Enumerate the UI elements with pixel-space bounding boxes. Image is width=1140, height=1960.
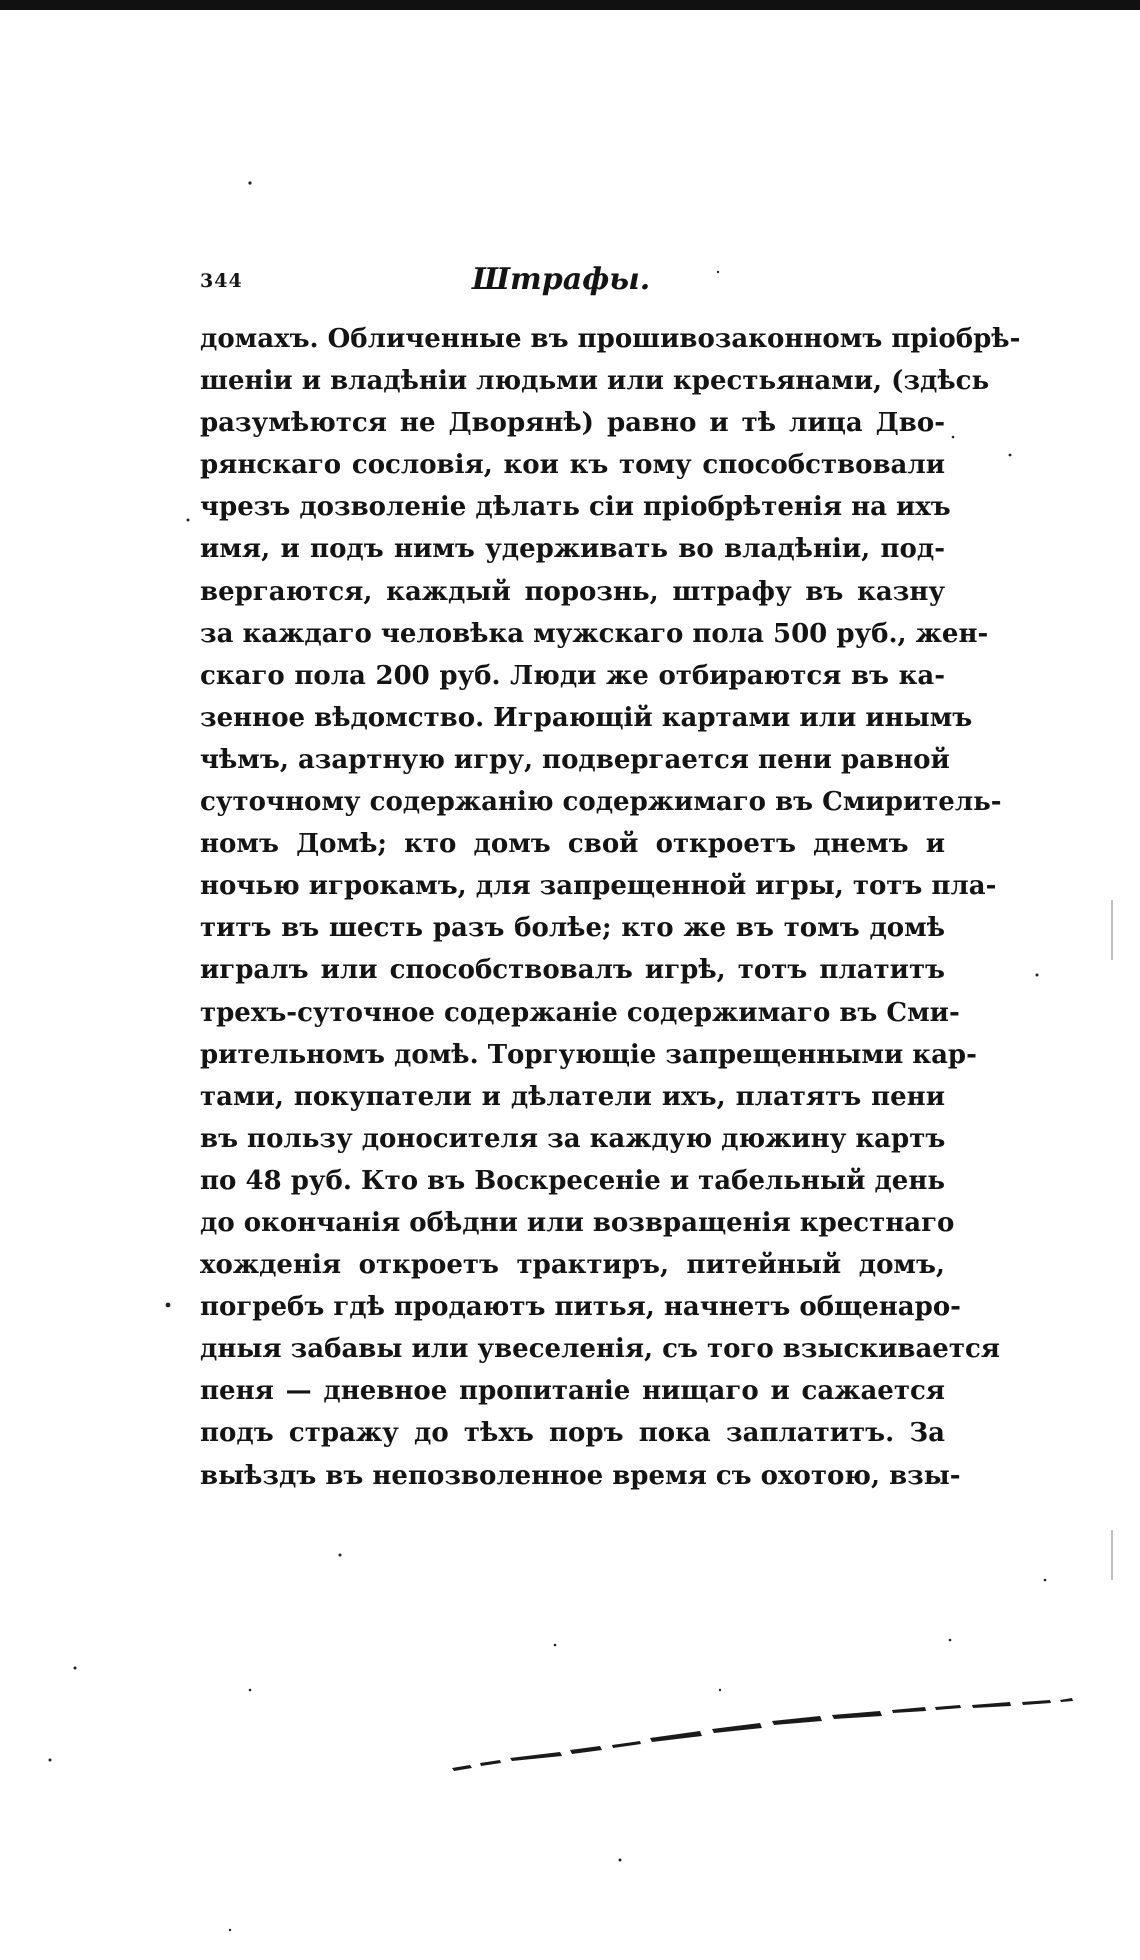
- text-line: подъ стражу до тѣхъ поръ пока заплатитъ. За: [200, 1418, 945, 1449]
- text-line: пеня — дневное пропитаніе нищаго и сажается: [200, 1376, 945, 1407]
- running-head: [200, 262, 950, 306]
- page-number: 344: [200, 270, 243, 292]
- text-line: въ пользу доносителя за каждую дюжину картъ: [200, 1123, 946, 1154]
- text-line: игралъ или способствовалъ игрѣ, тотъ платитъ: [200, 955, 945, 986]
- text-line: титъ въ шесть разъ болѣе; кто же въ томъ домѣ: [200, 913, 945, 944]
- text-line: рительномъ домѣ. Торгующіе запрещенными кар-: [200, 1039, 977, 1070]
- text-line: по 48 руб. Кто въ Воскресеніе и табельный день: [200, 1165, 945, 1196]
- text-line: трехъ-суточное содержаніе содержимаго въ Сми-: [200, 997, 960, 1028]
- text-line: шеніи и владѣніи людьми или крестьянами, (здѣсь: [200, 366, 990, 397]
- text-line: рянскаго сословія, кои къ тому способствовали: [200, 450, 945, 481]
- text-line: выѣздъ въ непозволенное время съ охотою, взы-: [200, 1460, 961, 1491]
- text-line: чѣмъ, азартную игру, подвергается пени равной: [200, 744, 950, 775]
- text-line: вергаются, каждый порознь, штрафу въ казну: [200, 576, 945, 607]
- text-line: хожденія откроетъ трактиръ, питейный домъ,: [200, 1250, 945, 1281]
- text-line: ночью игрокамъ, для запрещенной игры, тотъ пла-: [200, 871, 997, 902]
- text-line: чрезъ дозволеніе дѣлать сіи пріобрѣтенія на ихъ: [200, 492, 951, 523]
- running-title: Штрафы.: [472, 262, 651, 297]
- top-border-rule: [0, 0, 1140, 10]
- text-line: домахъ. Обличенные въ прошивозаконномъ пріобрѣ-: [200, 324, 1021, 354]
- text-line: номъ Домѣ; кто домъ свой откроетъ днемъ и: [200, 829, 945, 860]
- text-line: тами, покупатели и дѣлатели ихъ, платятъ пени: [200, 1081, 945, 1112]
- text-line: за каждаго человѣка мужскаго пола 500 руб., жен-: [200, 618, 989, 649]
- text-line: имя, и подъ нимъ удерживать во владѣніи, под-: [200, 534, 945, 565]
- text-line: до окончанія обѣдни или возвращенія крестнаго: [200, 1207, 955, 1238]
- text-line: погребъ гдѣ продаютъ питья, начнетъ общенаро-: [200, 1292, 961, 1323]
- body-text: [200, 318, 1021, 1497]
- text-line: дныя забавы или увеселенія, съ того взыскивается: [200, 1334, 1000, 1365]
- text-line: скаго пола 200 руб. Люди же отбираются въ ка-: [200, 660, 945, 691]
- text-line: разумѣются не Дворянѣ) равно и тѣ лица Дво-: [200, 408, 945, 439]
- text-line: зенное вѣдомство. Играющій картами или инымъ: [200, 702, 973, 733]
- text-line: суточному содержанію содержимаго въ Смиритель-: [200, 787, 1002, 818]
